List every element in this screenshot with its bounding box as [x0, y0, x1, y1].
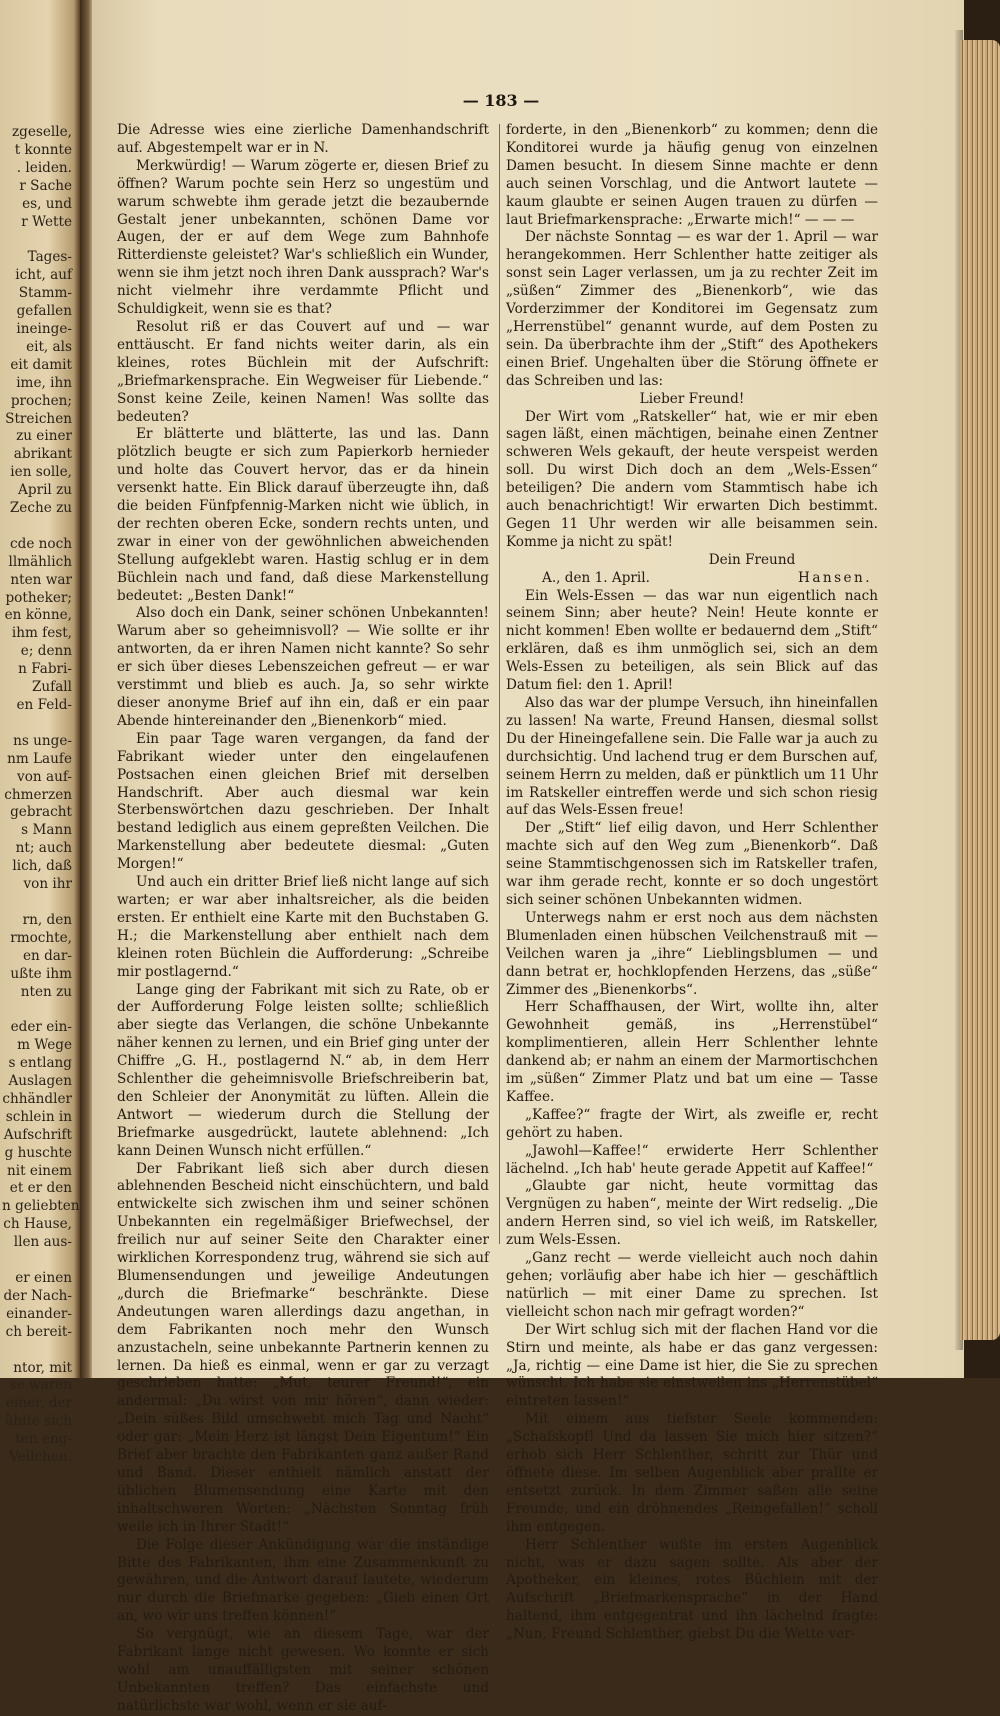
facing-page-line: et er den	[9, 1180, 72, 1197]
facing-page-line	[2, 894, 72, 912]
facing-page-line: Veilchen.	[9, 1449, 72, 1466]
facing-page-line: gebracht	[10, 804, 72, 821]
paragraph: So vergnügt, wie an diesem Tage, war der Fabrikant lange nicht gewesen. Wo konnte er sich wohl am unauffälligsten mit seiner schönen Unbekannten treffen? Das einfachste und natürlichste war wohl, wenn er sie auf-	[117, 1626, 489, 1714]
paragraph: Also doch ein Dank, seiner schönen Unbekannten! Warum aber so geheimnisvoll? — Wie sollte er ihr antworten, da er ihren Namen nicht kannte? So sehr er sich über dieses Lebenszeichen gefreut — er war verstimmt und blieb es auch. Ja, so sehr wirkte dieser anonyme Brief auf ihn ein, daß er ein paar Abende hintereinander den „Bienenkorb“ mied.	[117, 605, 489, 729]
facing-page-line: icht, auf	[15, 267, 72, 284]
facing-page-fragment	[0, 0, 80, 1466]
paragraph: „Glaubte gar nicht, heute vormittag das Vergnügen zu haben“, meinte der Wirt redselig. „Die andern Herren sind, so viel ich weiß, im Ratskeller, zum Wels-Essen.	[506, 1178, 878, 1249]
facing-page-line: schlein in	[5, 1108, 72, 1125]
facing-page-line: rmochte,	[10, 929, 72, 946]
facing-page-line: nit einem	[7, 1162, 72, 1179]
facing-page-line: nt; auch	[15, 840, 72, 857]
facing-page-line: ineinge-	[16, 320, 72, 337]
facing-page-line	[2, 715, 72, 733]
facing-page-line: r Wette	[21, 213, 72, 230]
column-divider	[499, 124, 500, 1244]
right-text-column	[506, 122, 878, 1644]
facing-page-line: llmählich	[8, 553, 72, 570]
facing-page-line: en Feld-	[16, 697, 72, 713]
facing-page-line: en dar-	[22, 947, 72, 964]
paragraph: Der „Stift“ lief eilig davon, und Herr Schlenther machte sich auf den Weg zum „Bienenkorb“. Daß seine Stammtischgenossen sich im Ratskeller trafen, war ihm gerade recht, konnte er so doch ungestört sich seiner schönen Unbekannten widmen.	[506, 820, 878, 908]
facing-page-line: eit, als	[26, 338, 72, 355]
facing-page-line	[2, 231, 72, 249]
facing-page-line: er einen	[15, 1270, 72, 1286]
paragraph: Mit einem aus tiefster Seele kommenden: „Schafskopf! Und da lassen Sie mich hier sitzen?“ erhob sich Herr Schlenther, schritt zur Thür und öffnete diese. Im selben Augenblick aber prallte er entsetzt zurück. In dem Zimmer saßen alle seine Freunde, und ein dröhnendes „Reingefallen!“ scholl ihm entgegen.	[506, 1411, 878, 1535]
facing-page-line: zu einer	[16, 428, 72, 445]
facing-page-line: eder ein-	[10, 1019, 72, 1036]
paragraph: Herr Schaffhausen, der Wirt, wollte ihn, alter Gewohnheit gemäß, ins „Herrenstübel“ komplimentieren, allein Herr Schlenther lehnte dankend ab; er nahm an einem der Marmortischchen im „süßen“ Zimmer Platz und bat um eine — Tasse Kaffee.	[506, 999, 878, 1105]
facing-page-line: ime, ihn	[16, 374, 72, 391]
facing-page-text-column	[2, 124, 80, 1467]
facing-page-line: ch Hause,	[3, 1216, 72, 1233]
letter-place-date: A., den 1. April.	[542, 569, 650, 586]
facing-page-line: nten war	[10, 571, 72, 588]
facing-page-line: Streichen	[5, 410, 72, 427]
facing-page-line: Zufall	[31, 679, 72, 696]
left-text-column	[117, 122, 489, 1716]
paragraph: Merkwürdig! — Warum zögerte er, diesen Brief zu öffnen? Warum pochte sein Herz so ungestüm und warum schwebte ihm gerade jetzt die bezaubernde Gestalt jener unbekannten, schönen Dame vor Augen, der er auf dem Wege zum Bahnhofe Ritterdienste geleistet? War's schließlich ein Wunder, wenn sie ihm jetzt noch ihren Dank aussprach? War's nicht vielmehr ihre verdammte Pflicht und Schuldigkeit, wenn sie es that?	[117, 157, 489, 318]
facing-page-line	[2, 1252, 72, 1270]
paragraph: Ein Wels-Essen — das war nun eigentlich nach seinem Sinn; aber heute? Nein! Heute konnte er nicht kommen! Eben wollte er bedauernd dem „Stift“ erklären, daß es ihm unmöglich sei, sich an dem Wels-Essen zu beteiligen, als sein Blick auf das Datum fiel: den 1. April!	[506, 587, 878, 694]
facing-page-line: Stamm-	[18, 285, 72, 302]
facing-page-line: chhändler	[2, 1090, 72, 1107]
facing-page-line: m Wege	[17, 1037, 72, 1054]
facing-page-line: chmerzen	[4, 786, 72, 803]
letter-body: Der Wirt vom „Ratskeller“ hat, wie er mir eben sagen läßt, einen mächtigen, beinahe einen Zentner schweren Wels gekauft, der heute verspeist werden soll. Du wirst Dich doch an dem „Wels-Essen“ beteiligen? Die andern vom Stammtisch habe ich auch benachrichtigt! Wir erwarten Dich bestimmt. Gegen 11 Uhr werden wir alle beisammen sein. Komme ja nicht zu spät!	[506, 408, 878, 550]
facing-page-line: se waren	[9, 1377, 72, 1394]
facing-page-line: eit damit	[10, 356, 72, 373]
facing-page-line: r Sache	[19, 177, 72, 194]
facing-page-line: nm Laufe	[7, 750, 72, 767]
facing-page-line: t konnte	[14, 141, 72, 158]
facing-page-line	[2, 518, 72, 536]
facing-page-line: potheker;	[5, 589, 72, 606]
paragraph: Und auch ein dritter Brief ließ nicht lange auf sich warten; er war aber inhaltsreicher, als die beiden ersten. Er enthielt eine Karte mit den Buchstaben G. H.; die Markenstellung aber enthielt nach dem kleinen roten Büchlein die Aufforderung: „Schreibe mir postlagernd.“	[117, 874, 489, 980]
facing-page-line: ntor, mit	[13, 1359, 72, 1376]
book-page-edges	[960, 40, 1000, 1340]
paragraph: Der nächste Sonntag — es war der 1. April — war herangekommen. Herr Schlenther hatte zeitiger als sonst sein Lager verlassen, um ja zu rechter Zeit im „süßen“ Zimmer des „Bienenkorb“, wie das Vorderzimmer der Konditorei im Gegensatz zum „Herrenstübel“ genannt wurde, auf dem Posten zu sein. Da überbrachte ihm der „Stift“ des Apothekers einen Brief. Ungehalten über die Störung öffnete er das Schreiben und las:	[506, 229, 878, 389]
facing-page-line: e; denn	[20, 643, 72, 660]
paragraph: „Ganz recht — werde vielleicht auch noch dahin gehen; vorläufig aber habe ich hier — geschäftlich natürlich — mit einer Dame zu sprechen. Ist vielleicht schon nach mir gefragt worden?“	[506, 1250, 878, 1320]
paragraph: Die Folge dieser Ankündigung war die inständige Bitte des Fabrikanten, ihm eine Zusammenkunft zu gewähren, und die Antwort darauf lautete, wiederum nur durch die Briefmarke gegeben: „Gieb einen Ort an, wo wir uns treffen können!“	[117, 1536, 489, 1625]
facing-page-line: Tages-	[27, 249, 72, 266]
paragraph: Herr Schlenther wußte im ersten Augenblick nicht, was er dazu sagen sollte. Als aber der Apotheker, ein kleines, rotes Büchlein mit der Aufschrift „Briefmarkensprache“ in der Hand haltend, ihm entgegentrat und ihn lächelnd fragte: „Nun, Freund Schlenther, giebst Du die Wette ver-	[506, 1536, 878, 1643]
paragraph: „Jawohl—Kaffee!“ erwiderte Herr Schlenther lächelnd. „Ich hab' heute gerade Appetit auf Kaffee!“	[506, 1142, 878, 1177]
facing-page-line: es, und	[22, 195, 72, 212]
letter-closing: Dein Freund	[708, 551, 796, 568]
paragraph: „Kaffee?“ fragte der Wirt, als zweifle er, recht gehört zu haben.	[506, 1106, 878, 1141]
letter-block	[506, 391, 878, 588]
facing-page-line: ihm fest,	[11, 625, 72, 642]
facing-page-line: ten eng-	[15, 1431, 72, 1448]
facing-page-line: ühlte sich	[4, 1413, 72, 1430]
facing-page-line: abrikant	[13, 446, 72, 463]
facing-page-line: ch bereit-	[5, 1323, 72, 1340]
letter-salutation: Lieber Freund!	[639, 390, 745, 407]
paragraph: Die Adresse wies eine zierliche Damenhandschrift auf. Abgestempelt war er in N.	[117, 122, 489, 156]
facing-page-line: nten zu	[20, 983, 72, 1000]
paragraph: Also das war der plumpe Versuch, ihn hineinfallen zu lassen! Na warte, Freund Hansen, diesmal sollst Du der Hineingefallene sein. Die Falle war ja auch zu durchsichtig. Und lachend trug er dem Burschen auf, seinem Herrn zu melden, daß er pünktlich um 11 Uhr im Ratskeller eintreffen werde und sich schon riesig auf das Wels-Essen freue!	[506, 695, 878, 819]
facing-page-line: April zu	[18, 482, 72, 499]
facing-page-line: ußte ihm	[10, 965, 72, 982]
facing-page-line: gefallen	[16, 303, 72, 320]
facing-page-line: Aufschrift	[3, 1126, 72, 1143]
facing-page-line: einer, der	[5, 1395, 72, 1412]
paragraph: Ein paar Tage waren vergangen, da fand der Fabrikant wieder unter den eingelaufenen Postsachen einen gleichen Brief mit derselben Handschrift. Aber auch diesmal war kein Sterbenswörtchen dazu geschrieben. Der Inhalt bestand lediglich aus einem gepreßten Veilchen. Die Markenstellung aber bedeutete diesmal: „Guten Morgen!“	[117, 730, 489, 873]
facing-page-line: Auslagen	[8, 1073, 72, 1090]
facing-page-line: llen aus-	[13, 1234, 72, 1251]
facing-page-line: einander-	[6, 1305, 72, 1322]
facing-page-line: von auf-	[17, 768, 72, 785]
facing-page-line: von ihr	[23, 876, 72, 893]
paragraph: Er blätterte und blätterte, las und las. Dann plötzlich beugte er sich zum Papierkorb hernieder und holte das Couvert hervor, das er da hinein versenkt hatte. Ein Blick darauf überzeugte ihn, daß die beiden Fünfpfennig-Marken nicht wie üblich, in der rechten oberen Ecke, sondern rechts unten, und zwar in einer von der gewöhnlichen abweichenden Stellung aufgeklebt waren. Hastig schlug er in dem Büchlein nach und fand, daß diese Markenstellung bedeutet: „Besten Dank!“	[117, 426, 489, 604]
facing-page-line: lich, daß	[12, 858, 72, 875]
page-number: — 183 —	[462, 91, 540, 110]
facing-page-line: cde noch	[10, 535, 72, 552]
facing-page-line: prochen;	[10, 392, 72, 409]
facing-page-line: der Nach-	[3, 1287, 72, 1304]
facing-page-line: zgeselle,	[12, 124, 72, 140]
paragraph: Unterwegs nahm er erst noch aus dem nächsten Blumenladen einen hübschen Veilchenstrauß mit — Veilchen waren ja „ihre“ Lieblingsblumen — und dann betrat er, hochklopfenden Herzens, das „süße“ Zimmer des „Bienenkorbs“.	[506, 909, 878, 998]
right-column-intro	[506, 122, 878, 391]
facing-page-line	[2, 1001, 72, 1019]
paragraph: Lange ging der Fabrikant mit sich zu Rate, ob er der Aufforderung Folge leisten sollte; schließlich aber siegte das Verlangen, die schöne Unbekannte näher kennen zu lernen, und ein Brief ging unter der Chiffre „G. H., postlagernd N.“ ab, in dem Herr Schlenther die geheimnisvolle Briefschreiberin bat, den Schleier der Anonymität zu lüften. Allein die Antwort — wiederum durch die Stellung der Briefmarke ausgedrückt, lautete ablehnend: „Ich kann Deinen Wunsch nicht erfüllen.“	[117, 981, 489, 1159]
right-column-continuation	[506, 588, 878, 1644]
facing-page-line: s Mann	[21, 822, 72, 839]
letter-signature: Hansen.	[798, 569, 872, 586]
paragraph: Der Wirt schlug sich mit der flachen Hand vor die Stirn und meinte, als habe er das ganz vergessen: „Ja, richtig — eine Dame ist hier, die Sie zu sprechen wünscht. Ich habe sie einstweilen ins „Herrenstübel“ eintreten lassen!“	[506, 1321, 878, 1410]
paragraph: Resolut riß er das Couvert auf und — war enttäuscht. Er fand nichts weiter darin, als ein kleines, rotes Büchlein mit der Aufschrift: „Briefmarkensprache. Ein Wegweiser für Liebende.“ Sonst keine Zeile, keinen Namen! Was sollte das bedeuten?	[117, 318, 489, 425]
facing-page-line: s entlang	[8, 1055, 72, 1072]
facing-page-line: g huschte	[4, 1144, 72, 1161]
facing-page-line: rn, den	[22, 911, 72, 928]
facing-page-line: en könne,	[4, 607, 72, 624]
facing-page-line: n geliebten	[2, 1198, 80, 1215]
facing-page-line: n Fabri-	[18, 661, 72, 678]
facing-page-line: ien solle,	[10, 464, 72, 481]
letter-signature-row	[506, 570, 878, 588]
paragraph: Der Fabrikant ließ sich aber durch diesen ablehnenden Bescheid nicht einschüchtern, und bald entwickelte sich zwischen ihm und seiner schönen Unbekannten ein regelmäßiger Briefwechsel, der freilich nur auf seiner Seite den Charakter einer wirklichen Korrespondenz trug, während sie sich auf Blumensendungen und jeweilige Andeutungen „durch die Briefmarke“ beschränkte. Diese Andeutungen waren allerdings dazu angethan, in dem Fabrikanten noch mehr den Wunsch anzustacheln, seine unbekannte Partnerin kennen zu lernen. Da hieß es einmal, wenn er gar zu verzagt geschrieben hatte: „Mut, teurer Freund!“, ein andermal: „Du wirst von mir hören“, dann wieder: „Dein süßes Bild umschwebt mich Tag und Nacht“ oder gar: „Mein Herz ist längst Dein Eigentum!“ Ein Brief aber brachte den Fabrikanten ganz außer Rand und Band. Dieser enthielt nämlich anstatt der üblichen Blumensendung eine Karte mit den inhaltschweren Worten: „Nächsten Sonntag früh weile ich in Ihrer Stadt!“	[117, 1160, 489, 1535]
facing-page-line: ns unge-	[13, 732, 72, 749]
facing-page-line	[2, 1342, 72, 1360]
facing-page-line: Zeche zu	[9, 500, 72, 517]
facing-page-line: . leiden.	[16, 159, 72, 176]
paragraph: forderte, in den „Bienenkorb“ zu kommen; denn die Konditorei wurde ja häufig genug von einzelnen Damen besucht. In diesem Sinne machte er denn auch seinen Vorschlag, und die Antwort lautete — kaum glaubte er seinen Augen trauen zu dürfen — laut Briefmarkensprache: „Erwarte mich!“ — — —	[506, 122, 878, 228]
